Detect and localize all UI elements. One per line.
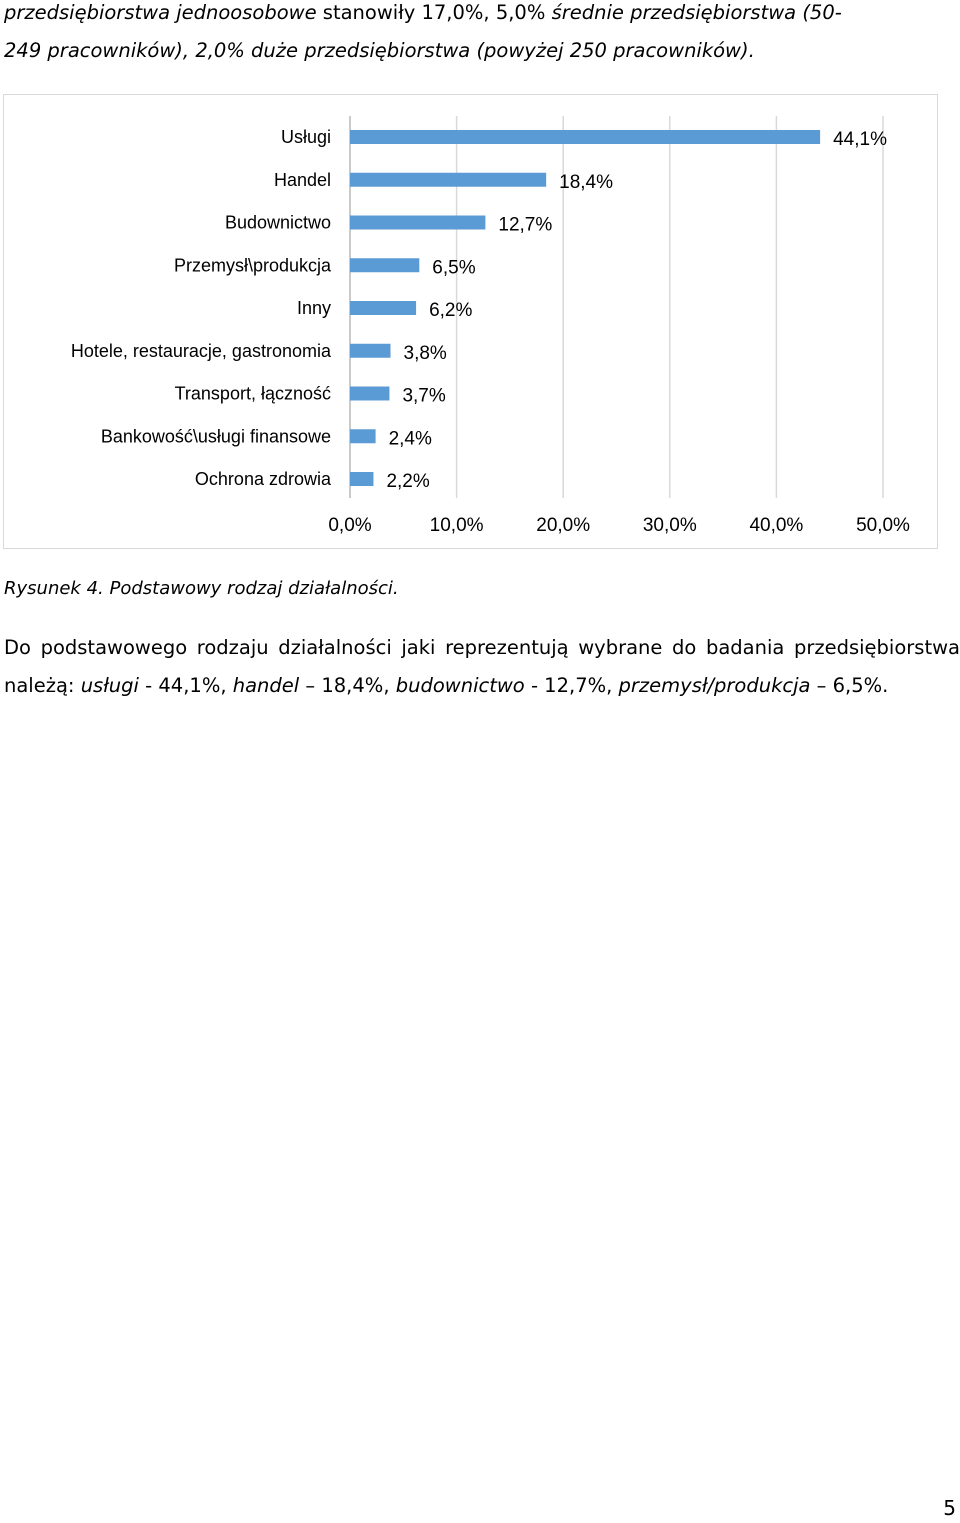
- bar-8: [350, 472, 373, 486]
- bar-6: [350, 387, 389, 401]
- category-label-7: Bankowość\usługi finansowe: [100, 426, 331, 447]
- data-label-2: 12,7%: [498, 214, 553, 236]
- x-tick-label-2: 20,0%: [536, 515, 591, 536]
- category-label-0: Usługi: [280, 127, 331, 147]
- category-label-2: Budownictwo: [224, 212, 331, 233]
- category-label-3: Przemysł\produkcja: [173, 255, 331, 276]
- figure-caption: Rysunek 4. Podstawowy rodzaj działalności.: [4, 578, 399, 599]
- category-label-4: Inny: [296, 298, 331, 318]
- body-paragraph: [4, 629, 960, 705]
- data-label-3: 6,5%: [432, 257, 476, 279]
- body-italic-4: przemysł/produkcja: [618, 674, 811, 697]
- intro-text-1: stanowiły 17,0%, 5,0%: [316, 1, 552, 24]
- data-label-0: 44,1%: [833, 129, 887, 150]
- category-label-6: Transport, łączność: [174, 383, 331, 404]
- x-tick-label-1: 10,0%: [429, 515, 484, 536]
- bar-4: [350, 301, 416, 315]
- intro-italic-2: średnie przedsiębiorstwa (50-: [551, 1, 842, 24]
- category-label-8: Ochrona zdrowia: [194, 469, 331, 489]
- bar-0: [350, 130, 820, 144]
- data-label-4: 6,2%: [429, 300, 473, 321]
- category-label-1: Handel: [273, 169, 331, 190]
- data-label-6: 3,7%: [402, 385, 446, 407]
- body-text-5: – 6,5%.: [810, 674, 889, 697]
- body-italic-1: usługi: [80, 674, 139, 697]
- intro-italic-1: przedsiębiorstwa jednoosobowe: [4, 1, 317, 24]
- bar-5: [350, 344, 391, 358]
- bar-3: [350, 258, 419, 272]
- body-text-1: Do podstawowego rodzaju działalności jaki reprezentują wybrane do badania przedsiębiorstwa należą:: [4, 636, 960, 697]
- body-text-3: – 18,4%,: [299, 674, 396, 697]
- bar-7: [350, 429, 376, 443]
- x-tick-label-0: 0,0%: [328, 515, 372, 536]
- body-text-2: - 44,1%,: [138, 674, 233, 697]
- body-italic-2: handel: [232, 674, 300, 697]
- body-text-4: - 12,7%,: [524, 674, 619, 697]
- category-label-5: Hotele, restauracje, gastronomia: [70, 340, 331, 361]
- x-tick-label-5: 50,0%: [856, 515, 910, 536]
- x-tick-label-4: 40,0%: [749, 515, 804, 536]
- bar-1: [350, 173, 546, 187]
- data-label-7: 2,4%: [388, 428, 432, 450]
- x-tick-label-3: 30,0%: [642, 515, 697, 536]
- page-number: 5: [943, 1496, 956, 1520]
- body-italic-3: budownictwo: [395, 674, 525, 697]
- bar-2: [350, 216, 485, 230]
- data-label-5: 3,8%: [403, 342, 447, 364]
- bar-chart: [0, 0, 960, 560]
- intro-italic-3: 249 pracowników), 2,0% duże przedsiębiorstwa (powyżej 250 pracowników).: [4, 39, 755, 62]
- data-label-8: 2,2%: [386, 471, 430, 492]
- data-label-1: 18,4%: [559, 171, 614, 193]
